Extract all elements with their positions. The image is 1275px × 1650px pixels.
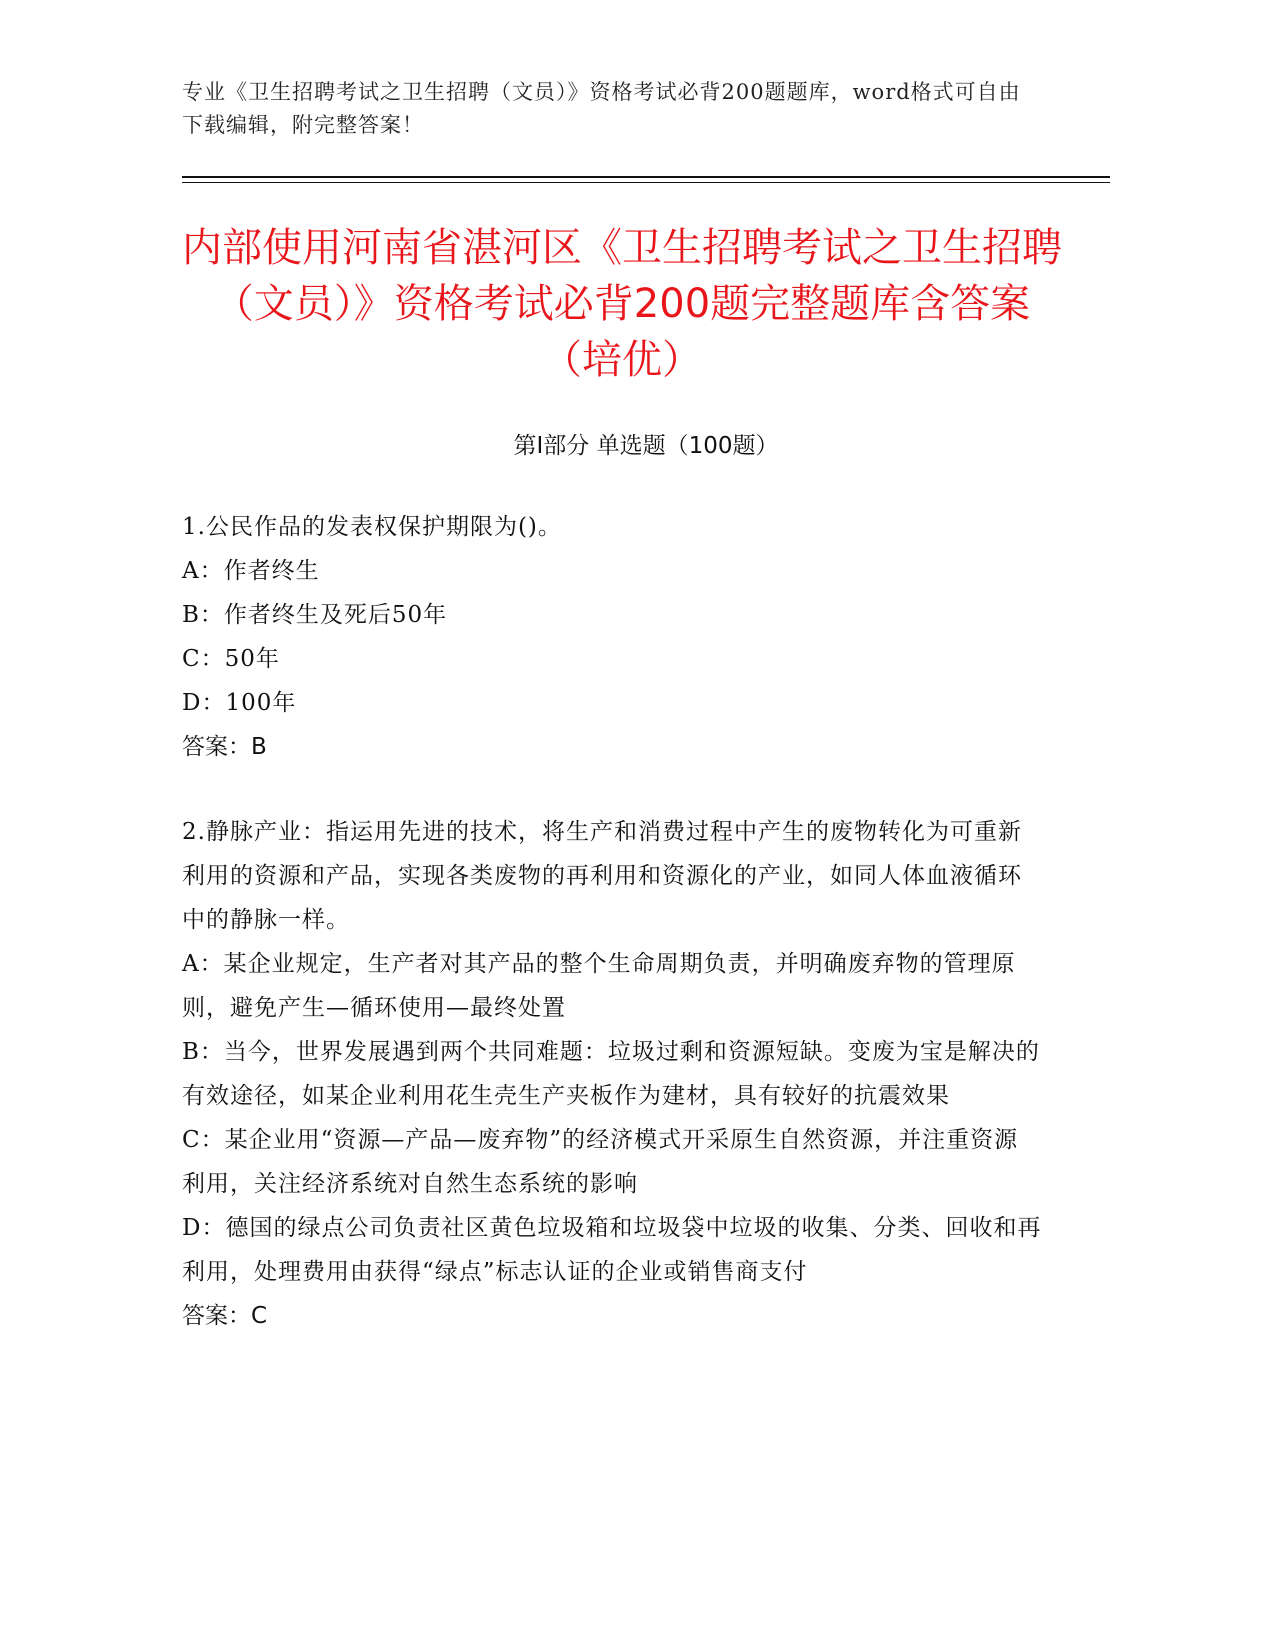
option-b: B：当今，世界发展遇到两个共同难题：垃圾过剩和资源短缺。变废为宝是解决的有效途径，如某企业利用花生壳生产夹板作为建材，具有较好的抗震效果 — [182, 1039, 1040, 1109]
option-a: A：某企业规定，生产者对其产品的整个生命周期负责，并明确废弃物的管理原则，避免产生—循环使用—最终处置 — [182, 951, 1016, 1021]
answer-line: 答案：C — [182, 1303, 268, 1329]
header-divider-thin — [182, 182, 1110, 183]
option-d: D：100年 — [182, 690, 297, 716]
document-title: 内部使用河南省湛河区《卫生招聘考试之卫生招聘（文员）》资格考试必背200题完整题库含答案（培优） — [182, 225, 1062, 383]
section-heading: 第I部分 单选题（100题） — [513, 433, 779, 459]
question-block — [182, 505, 1042, 769]
question-stem: 1.公民作品的发表权保护期限为()。 — [182, 514, 562, 540]
header-note: 专业《卫生招聘考试之卫生招聘（文员）》资格考试必背200题题库，word格式可自由下载编辑，附完整答案！ — [182, 80, 1021, 137]
option-c: C：某企业用“资源—产品—废弃物”的经济模式开采原生自然资源，并注重资源利用，关注经济系统对自然生态系统的影响 — [182, 1127, 1019, 1197]
option-d: D：德国的绿点公司负责社区黄色垃圾箱和垃圾袋中垃圾的收集、分类、回收和再利用，处理费用由获得“绿点”标志认证的企业或销售商支付 — [182, 1215, 1042, 1285]
header-divider — [182, 176, 1110, 178]
answer-line: 答案：B — [182, 734, 267, 760]
option-b: B：作者终生及死后50年 — [182, 602, 448, 628]
question-stem: 2.静脉产业：指运用先进的技术，将生产和消费过程中产生的废物转化为可重新利用的资源和产品，实现各类废物的再利用和资源化的产业，如同人体血液循环中的静脉一样。 — [182, 819, 1022, 933]
option-c: C：50年 — [182, 646, 280, 672]
option-a: A：作者终生 — [182, 558, 320, 584]
question-block — [182, 810, 1042, 1338]
